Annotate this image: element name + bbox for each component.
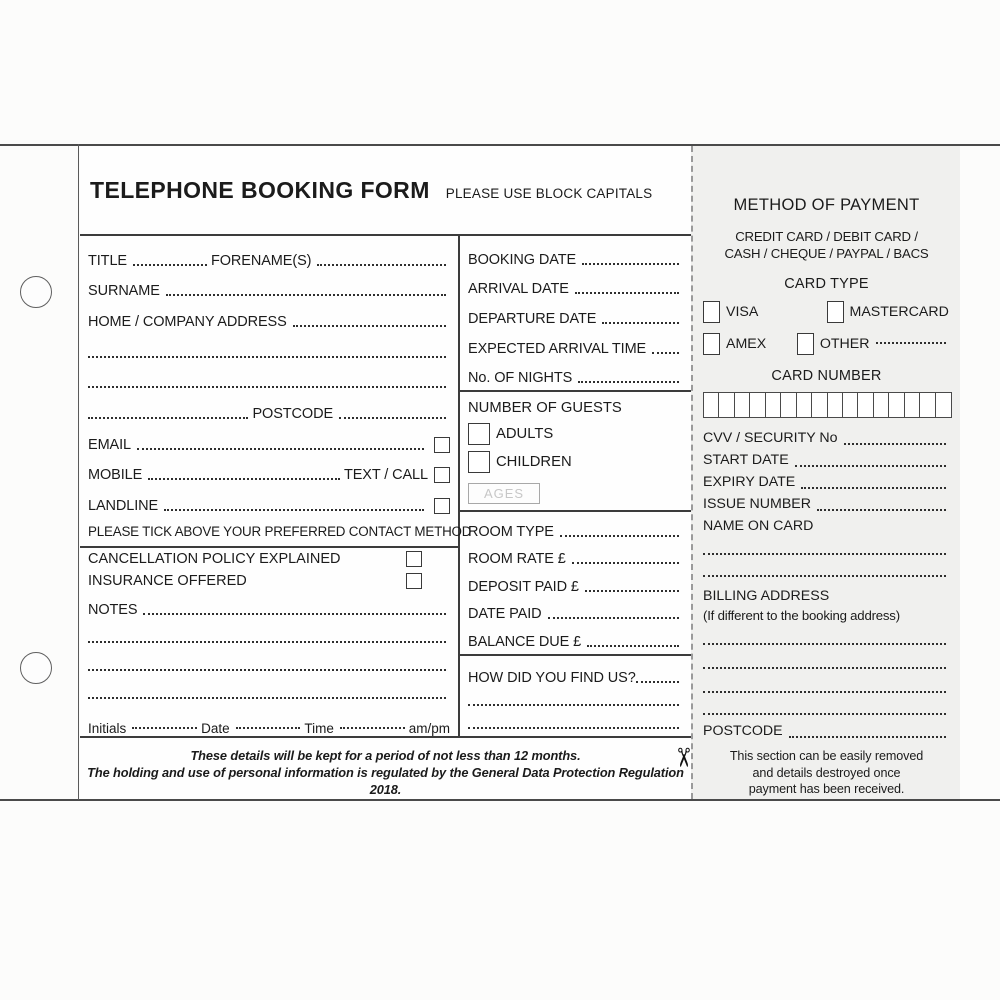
room-section — [460, 512, 691, 654]
room-rate-label: ROOM RATE £ — [468, 551, 566, 568]
address-field-3[interactable] — [88, 386, 446, 388]
number-of-guests-section — [460, 390, 691, 512]
punch-hole-bottom — [20, 652, 52, 684]
gdpr-line1: These details will be kept for a period of not less than 12 months. — [190, 748, 581, 763]
card-number-cell[interactable] — [749, 392, 766, 418]
name-on-card-field-1[interactable] — [703, 553, 946, 555]
billing-address-heading: BILLING ADDRESS — [703, 588, 830, 604]
card-number-cell[interactable] — [827, 392, 844, 418]
email-preferred-checkbox[interactable] — [434, 437, 450, 453]
gdpr-line2: The holding and use of personal information is regulated by the General Data Protection Regulation 2018. — [87, 765, 684, 797]
removal-note — [703, 748, 950, 798]
expiry-date-field[interactable] — [801, 487, 946, 489]
billing-address-field-4[interactable] — [703, 713, 946, 715]
adults-label: ADULTS — [496, 426, 554, 443]
billing-address-field-2[interactable] — [703, 667, 946, 669]
find-us-field-1[interactable] — [636, 681, 679, 683]
booking-column — [460, 236, 691, 736]
date-paid-field[interactable] — [548, 617, 680, 619]
card-number-heading: CARD NUMBER — [771, 368, 882, 384]
guests-heading: NUMBER OF GUESTS — [468, 400, 622, 417]
payment-methods — [703, 228, 950, 262]
find-us-field-2[interactable] — [468, 704, 679, 706]
billing-postcode-label: POSTCODE — [703, 723, 783, 739]
visa-checkbox[interactable] — [703, 301, 720, 323]
card-number-cell[interactable] — [873, 392, 890, 418]
card-number-cell[interactable] — [703, 392, 720, 418]
surname-label: SURNAME — [88, 283, 160, 300]
card-number-cell[interactable] — [857, 392, 874, 418]
address-field-1[interactable] — [293, 325, 446, 327]
start-date-label: START DATE — [703, 452, 789, 468]
name-on-card-field-2[interactable] — [703, 575, 946, 577]
billing-address-field-3[interactable] — [703, 691, 946, 693]
address-field-2[interactable] — [88, 356, 446, 358]
notes-label: NOTES — [88, 602, 138, 619]
other-field[interactable] — [876, 342, 946, 344]
billing-postcode-field[interactable] — [789, 736, 946, 738]
date-field[interactable] — [236, 727, 301, 729]
initials-field[interactable] — [132, 727, 197, 729]
mobile-field[interactable] — [148, 478, 340, 480]
room-rate-field[interactable] — [572, 562, 679, 564]
expiry-date-label: EXPIRY DATE — [703, 474, 796, 490]
deposit-paid-label: DEPOSIT PAID £ — [468, 578, 579, 595]
card-number-cell[interactable] — [780, 392, 797, 418]
notes-field-4[interactable] — [88, 697, 446, 699]
title-label: TITLE — [88, 252, 127, 269]
card-number-strip[interactable] — [703, 392, 950, 418]
card-type-heading: CARD TYPE — [784, 276, 869, 292]
children-count-box[interactable] — [468, 451, 490, 473]
mobile-preferred-checkbox[interactable] — [434, 467, 450, 483]
address-label: HOME / COMPANY ADDRESS — [88, 314, 287, 331]
page-bottom-rule — [0, 799, 1000, 801]
notes-field-3[interactable] — [88, 669, 446, 671]
card-number-cell[interactable] — [904, 392, 921, 418]
payment-section — [691, 146, 960, 799]
nights-field[interactable] — [578, 381, 679, 383]
page-margin-rule — [78, 144, 79, 800]
text-call-label: TEXT / CALL — [343, 467, 428, 484]
removal-note-line1: This section can be easily removed — [729, 749, 924, 763]
card-number-cell[interactable] — [718, 392, 735, 418]
card-number-cell[interactable] — [796, 392, 813, 418]
other-label: OTHER — [819, 336, 870, 352]
date-paid-label: DATE PAID — [468, 606, 542, 623]
children-label: CHILDREN — [496, 454, 572, 471]
ages-box[interactable]: AGES — [468, 483, 540, 504]
gdpr-footer — [80, 736, 691, 799]
postcode-label: POSTCODE — [252, 406, 334, 423]
amex-checkbox[interactable] — [703, 333, 720, 355]
removal-note-line3: payment has been received. — [748, 782, 905, 796]
card-number-cell[interactable] — [734, 392, 751, 418]
landline-field[interactable] — [164, 509, 424, 511]
forename-field[interactable] — [317, 264, 446, 266]
time-label: Time — [304, 720, 334, 736]
block-capitals-note: PLEASE USE BLOCK CAPITALS — [445, 185, 653, 201]
initials-label: Initials — [88, 720, 127, 736]
removal-note-line2: and details destroyed once — [752, 765, 901, 780]
issue-number-field[interactable] — [817, 509, 946, 511]
other-checkbox[interactable] — [797, 333, 814, 355]
address-field-4[interactable] — [88, 417, 248, 419]
name-on-card-label: NAME ON CARD — [703, 518, 814, 534]
amex-label: AMEX — [726, 336, 767, 352]
mastercard-label: MASTERCARD — [849, 304, 949, 320]
billing-address-field-1[interactable] — [703, 643, 946, 645]
email-field[interactable] — [137, 448, 424, 450]
cvv-field[interactable] — [844, 443, 946, 445]
arrival-date-label: ARRIVAL DATE — [468, 281, 569, 298]
postcode-field[interactable] — [339, 417, 446, 419]
main-form — [80, 146, 691, 799]
card-number-cell[interactable] — [842, 392, 859, 418]
start-date-field[interactable] — [795, 465, 946, 467]
departure-date-label: DEPARTURE DATE — [468, 311, 597, 328]
cancellation-policy-checkbox[interactable] — [406, 551, 422, 567]
billing-address-note: (If different to the booking address) — [703, 608, 900, 623]
adults-count-box[interactable] — [468, 423, 490, 445]
email-label: EMAIL — [88, 436, 132, 453]
cvv-label: CVV / SECURITY No — [703, 430, 838, 446]
forename-label: FORENAME(S) — [210, 252, 312, 269]
mobile-label: MOBILE — [88, 467, 143, 484]
visa-label: VISA — [726, 304, 759, 320]
expected-arrival-time-field[interactable] — [652, 352, 679, 354]
nights-label: No. OF NIGHTS — [468, 370, 573, 387]
find-us-label: HOW DID YOU FIND US? — [468, 670, 636, 686]
page-title: TELEPHONE BOOKING FORM — [90, 176, 430, 203]
landline-preferred-checkbox[interactable] — [434, 498, 450, 514]
card-number-cell[interactable] — [888, 392, 905, 418]
contact-column — [80, 236, 472, 736]
time-field[interactable] — [340, 727, 405, 729]
landline-label: LANDLINE — [88, 498, 159, 515]
mastercard-checkbox[interactable] — [827, 301, 844, 323]
form-header — [80, 146, 691, 236]
payment-methods-line1: CREDIT CARD / DEBIT CARD / — [735, 229, 918, 244]
date-label: Date — [201, 720, 230, 736]
balance-due-label: BALANCE DUE £ — [468, 634, 582, 650]
room-type-label: ROOM TYPE — [468, 523, 554, 540]
card-number-cell[interactable] — [935, 392, 952, 418]
balance-due-field[interactable] — [587, 645, 679, 647]
issue-number-label: ISSUE NUMBER — [703, 496, 811, 512]
notes-field-2[interactable] — [88, 641, 446, 643]
cancellation-policy-label: CANCELLATION POLICY EXPLAINED — [88, 550, 341, 567]
room-type-field[interactable] — [560, 535, 679, 537]
find-us-field-3[interactable] — [468, 727, 679, 729]
ampm-label: am/pm — [408, 720, 450, 736]
arrival-date-field[interactable] — [575, 292, 679, 294]
card-number-cell[interactable] — [919, 392, 936, 418]
insurance-offered-label: INSURANCE OFFERED — [88, 572, 247, 589]
preferred-contact-note: PLEASE TICK ABOVE YOUR PREFERRED CONTACT METHOD — [80, 518, 458, 548]
surname-field[interactable] — [166, 294, 446, 296]
booking-date-field[interactable] — [582, 263, 679, 265]
payment-methods-line2: CASH / CHEQUE / PAYPAL / BACS — [724, 246, 929, 261]
find-us-section — [460, 654, 691, 736]
title-field[interactable] — [133, 264, 207, 266]
punch-hole-top — [20, 276, 52, 308]
notes-field-1[interactable] — [143, 613, 446, 615]
departure-date-field[interactable] — [602, 322, 679, 324]
expected-arrival-time-label: EXPECTED ARRIVAL TIME — [468, 340, 647, 357]
deposit-paid-field[interactable] — [585, 590, 679, 592]
insurance-offered-checkbox[interactable] — [406, 573, 422, 589]
card-number-cell[interactable] — [765, 392, 782, 418]
booking-date-label: BOOKING DATE — [468, 251, 577, 268]
payment-heading: METHOD OF PAYMENT — [733, 196, 920, 214]
card-number-cell[interactable] — [811, 392, 828, 418]
scissors-icon: ✂ — [668, 746, 699, 769]
